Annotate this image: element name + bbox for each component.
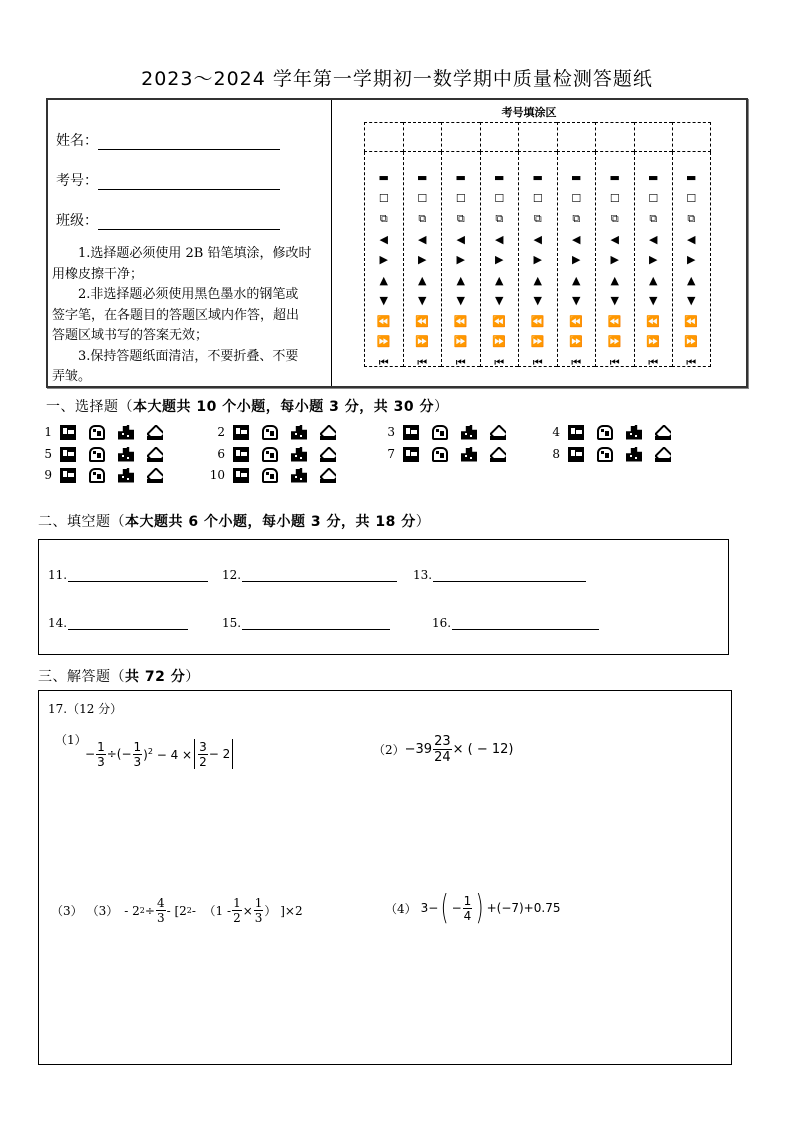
fast-forward-icon[interactable]: ⏩	[646, 335, 661, 348]
id-bubble-cell	[480, 152, 519, 367]
section1-title	[46, 396, 448, 416]
triangle-up-icon[interactable]: ▲	[418, 273, 427, 287]
restore-icon[interactable]: ⧉	[572, 212, 581, 225]
triangle-right-icon[interactable]: ▶	[610, 253, 619, 266]
id-digit-write-cell[interactable]	[634, 122, 673, 152]
minimize-icon[interactable]: ▬	[455, 171, 466, 184]
class-field[interactable]	[56, 210, 280, 230]
maximize-icon[interactable]: ☐	[494, 191, 505, 205]
fill-item-15[interactable]	[222, 616, 390, 630]
triangle-right-icon[interactable]: ▶	[533, 253, 542, 266]
minimize-icon[interactable]: ▬	[686, 171, 697, 184]
fill-item-16[interactable]	[432, 616, 599, 630]
option-c-bubble-icon[interactable]	[118, 468, 134, 483]
page-title: 2023～2024 学年第一学期初一数学期中质量检测答题纸	[141, 68, 653, 90]
part2-label: （2）	[373, 743, 405, 757]
section2-title	[38, 511, 430, 531]
option-c-bubble-icon[interactable]	[118, 447, 134, 462]
section3-title-suffix: ）	[185, 669, 200, 685]
option-b-bubble-icon[interactable]	[432, 425, 448, 440]
id-digit-write-cell[interactable]	[595, 122, 634, 152]
mc-question-4	[540, 423, 684, 441]
section2-title-bold: 本大题共 6 个小题，每小题 3 分，共 18 分	[125, 514, 416, 530]
q17-part3	[51, 897, 303, 924]
rewind-icon[interactable]: ⏪	[607, 314, 622, 328]
triangle-up-icon[interactable]: ▲	[533, 273, 542, 287]
fast-forward-icon[interactable]: ⏩	[492, 335, 507, 348]
q17-part3-expression: - 2 2 ÷ $\frac{4}{3}$ - [2 2 - （1 - $\frac{1}{2}$ × $\frac{1}{3}$ ） ]×2	[124, 896, 303, 925]
rewind-icon[interactable]: ⏪	[415, 314, 430, 328]
option-a-bubble-icon[interactable]	[403, 425, 419, 440]
option-d-bubble-icon[interactable]	[655, 447, 671, 462]
fill-label: 15.	[222, 616, 242, 630]
minimize-icon[interactable]: ▬	[571, 171, 582, 184]
option-a-bubble-icon[interactable]	[568, 447, 584, 462]
q17-part1	[55, 731, 87, 748]
id-bubble-cell	[634, 152, 673, 367]
restore-icon[interactable]: ⧉	[456, 212, 465, 225]
restore-icon[interactable]: ⧉	[495, 212, 504, 225]
triangle-down-icon[interactable]: ▼	[456, 294, 465, 307]
id-zone-title: 考号填涂区	[501, 106, 557, 119]
skip-back-icon[interactable]: ⏮	[532, 355, 543, 369]
option-b-bubble-icon[interactable]	[597, 425, 613, 440]
triangle-left-icon[interactable]: ◀	[687, 232, 696, 246]
option-b-bubble-icon[interactable]	[89, 447, 105, 462]
minimize-icon[interactable]: ▬	[532, 171, 543, 184]
fill-item-14[interactable]	[48, 616, 188, 630]
triangle-down-icon[interactable]: ▼	[418, 294, 427, 307]
mc-question-9	[32, 466, 176, 484]
minimize-icon[interactable]: ▬	[417, 171, 428, 184]
id-digit-write-cell[interactable]	[480, 122, 519, 152]
restore-icon[interactable]: ⧉	[418, 212, 427, 225]
name-field[interactable]	[56, 130, 280, 150]
minimize-icon[interactable]: ▬	[609, 171, 620, 184]
answer-box-q17[interactable]	[38, 690, 732, 1065]
id-digit-write-cell[interactable]	[441, 122, 480, 152]
note-3-cont: 弄皱。	[52, 369, 92, 384]
option-c-bubble-icon[interactable]	[291, 447, 307, 462]
maximize-icon[interactable]: ☐	[648, 191, 659, 205]
mc-question-number: 9	[44, 468, 52, 482]
triangle-up-icon[interactable]: ▲	[687, 273, 696, 287]
fill-label: 11.	[48, 568, 68, 582]
option-c-bubble-icon[interactable]	[626, 447, 642, 462]
rewind-icon[interactable]: ⏪	[453, 314, 468, 328]
triangle-up-icon[interactable]: ▲	[379, 273, 388, 287]
option-a-bubble-icon[interactable]	[60, 447, 76, 462]
section1-title-suffix: ）	[433, 399, 449, 415]
mc-question-2	[205, 423, 349, 441]
part3-label: （3）	[51, 904, 83, 918]
q17-part4	[385, 888, 561, 928]
section3-title-prefix: 三、解答题（	[38, 669, 125, 685]
rewind-icon[interactable]: ⏪	[492, 314, 507, 328]
triangle-right-icon[interactable]: ▶	[649, 253, 658, 266]
mc-question-1	[32, 423, 176, 441]
fill-item-13[interactable]	[413, 568, 586, 582]
option-d-bubble-icon[interactable]	[655, 425, 671, 440]
exam-number-label: 考号：	[56, 173, 98, 189]
fill-label: 12.	[222, 568, 242, 582]
section2-title-prefix: 二、填空题（	[38, 514, 125, 530]
part3-label-inner: （3）	[86, 904, 119, 918]
restore-icon[interactable]: ⧉	[649, 212, 658, 225]
triangle-right-icon[interactable]: ▶	[572, 253, 581, 266]
option-a-bubble-icon[interactable]	[60, 468, 76, 483]
skip-back-icon[interactable]: ⏮	[494, 355, 505, 369]
mc-question-number: 4	[552, 425, 560, 439]
triangle-up-icon[interactable]: ▲	[610, 273, 619, 287]
triangle-right-icon[interactable]: ▶	[456, 253, 465, 266]
option-b-bubble-icon[interactable]	[597, 447, 613, 462]
skip-back-icon[interactable]: ⏮	[686, 355, 697, 369]
mc-question-number: 1	[44, 425, 52, 439]
id-digit-write-cell[interactable]	[557, 122, 596, 152]
option-b-bubble-icon[interactable]	[262, 425, 278, 440]
triangle-left-icon[interactable]: ◀	[610, 232, 619, 246]
exam-number-field[interactable]	[56, 170, 280, 190]
fast-forward-icon[interactable]: ⏩	[684, 335, 699, 348]
triangle-down-icon[interactable]: ▼	[610, 294, 619, 307]
fill-line[interactable]	[242, 568, 397, 582]
triangle-down-icon[interactable]: ▼	[533, 294, 542, 307]
part4-label: （4）	[385, 901, 417, 916]
id-bubble-cell	[441, 152, 480, 367]
q17-part2	[373, 735, 514, 764]
id-bubble-cell	[595, 152, 634, 367]
mc-question-7	[375, 445, 519, 463]
section2-title-suffix: ）	[415, 514, 431, 530]
minimize-icon[interactable]: ▬	[494, 171, 505, 184]
fast-forward-icon[interactable]: ⏩	[453, 335, 468, 348]
note-3: 3.保持答题纸面清洁，不要折叠、不要	[78, 348, 299, 364]
fast-forward-icon[interactable]: ⏩	[607, 335, 622, 348]
fill-line[interactable]	[452, 616, 599, 630]
fill-line[interactable]	[433, 568, 586, 582]
id-fill-zone	[332, 100, 746, 386]
id-bubble-cell	[557, 152, 596, 367]
fill-line[interactable]	[68, 616, 188, 630]
rewind-icon[interactable]: ⏪	[569, 314, 584, 328]
rewind-icon[interactable]: ⏪	[530, 314, 545, 328]
restore-icon[interactable]: ⧉	[533, 212, 542, 225]
option-a-bubble-icon[interactable]	[233, 425, 249, 440]
note-2: 2.非选择题必须使用黑色墨水的钢笔或	[78, 287, 299, 302]
option-b-bubble-icon[interactable]	[89, 425, 105, 440]
fill-label: 16.	[432, 616, 452, 630]
q17-part2-expression: −39 $\frac{23}{24}$ × ( − 12)	[404, 734, 514, 765]
option-c-bubble-icon[interactable]	[461, 447, 477, 462]
section1-title-bold: 本大题共 10 个小题，每小题 3 分，共 30 分	[133, 399, 434, 415]
triangle-right-icon[interactable]: ▶	[418, 253, 427, 266]
option-b-bubble-icon[interactable]	[262, 447, 278, 462]
skip-back-icon[interactable]: ⏮	[378, 355, 389, 369]
option-a-bubble-icon[interactable]	[403, 447, 419, 462]
maximize-icon[interactable]: ☐	[455, 191, 466, 205]
rewind-icon[interactable]: ⏪	[684, 314, 699, 328]
name-label: 姓名：	[56, 133, 98, 149]
name-input-line[interactable]	[98, 134, 280, 150]
fill-in-box	[38, 539, 729, 655]
instructions	[52, 244, 328, 388]
section1-title-prefix: 一、选择题（	[46, 399, 133, 415]
option-b-bubble-icon[interactable]	[262, 468, 278, 483]
triangle-left-icon[interactable]: ◀	[495, 232, 504, 246]
option-a-bubble-icon[interactable]	[568, 425, 584, 440]
triangle-left-icon[interactable]: ◀	[456, 232, 465, 246]
fill-line[interactable]	[242, 616, 390, 630]
triangle-down-icon[interactable]: ▼	[572, 294, 581, 307]
skip-back-icon[interactable]: ⏮	[455, 355, 466, 369]
triangle-left-icon[interactable]: ◀	[572, 232, 581, 246]
option-d-bubble-icon[interactable]	[490, 447, 506, 462]
triangle-right-icon[interactable]: ▶	[495, 253, 504, 266]
triangle-up-icon[interactable]: ▲	[456, 273, 465, 287]
section3-title	[38, 666, 200, 686]
option-c-bubble-icon[interactable]	[291, 468, 307, 483]
triangle-left-icon[interactable]: ◀	[379, 232, 388, 246]
option-c-bubble-icon[interactable]	[626, 425, 642, 440]
option-d-bubble-icon[interactable]	[147, 468, 163, 483]
id-bubble-cell	[364, 152, 403, 367]
skip-back-icon[interactable]: ⏮	[417, 355, 428, 369]
mc-question-number: 2	[217, 425, 225, 439]
minimize-icon[interactable]: ▬	[648, 171, 659, 184]
mc-question-number: 5	[44, 447, 52, 461]
option-d-bubble-icon[interactable]	[320, 425, 336, 440]
restore-icon[interactable]: ⧉	[687, 212, 696, 225]
mc-question-3	[375, 423, 519, 441]
fast-forward-icon[interactable]: ⏩	[530, 335, 545, 348]
option-a-bubble-icon[interactable]	[60, 425, 76, 440]
note-1-cont: 用橡皮擦干净；	[52, 266, 144, 282]
triangle-down-icon[interactable]: ▼	[495, 294, 504, 307]
class-label: 班级：	[56, 213, 98, 229]
fill-line[interactable]	[68, 568, 208, 582]
q17-part4-expression: 3− ( − $\frac{1}{4}$ ) +(−7)+0.75	[420, 888, 561, 928]
triangle-down-icon[interactable]: ▼	[687, 294, 696, 307]
q17-part1-expression: − $\frac{1}{3}$ ÷(− $\frac{1}{3}$ )$^2$ − 4 × $\frac{3}{2}$ − 2	[85, 739, 235, 769]
mc-question-10	[205, 466, 349, 484]
fast-forward-icon[interactable]: ⏩	[415, 335, 430, 348]
option-b-bubble-icon[interactable]	[89, 468, 105, 483]
mc-question-8	[540, 445, 684, 463]
option-d-bubble-icon[interactable]	[147, 447, 163, 462]
option-c-bubble-icon[interactable]	[291, 425, 307, 440]
mc-question-number: 8	[552, 447, 560, 461]
id-digit-write-cell[interactable]	[364, 122, 403, 152]
mc-question-6	[205, 445, 349, 463]
skip-back-icon[interactable]: ⏮	[571, 355, 582, 369]
fill-item-11[interactable]	[48, 568, 208, 582]
mc-question-number: 6	[217, 447, 225, 461]
maximize-icon[interactable]: ☐	[417, 191, 428, 205]
option-a-bubble-icon[interactable]	[233, 447, 249, 462]
triangle-right-icon[interactable]: ▶	[379, 253, 388, 266]
fast-forward-icon[interactable]: ⏩	[569, 335, 584, 348]
option-d-bubble-icon[interactable]	[320, 447, 336, 462]
triangle-left-icon[interactable]: ◀	[649, 232, 658, 246]
option-b-bubble-icon[interactable]	[432, 447, 448, 462]
maximize-icon[interactable]: ☐	[532, 191, 543, 205]
mc-question-5	[32, 445, 176, 463]
exam-number-input-line[interactable]	[98, 174, 280, 190]
header-box	[46, 98, 748, 388]
id-digit-write-cell[interactable]	[403, 122, 442, 152]
id-digit-write-cell[interactable]	[518, 122, 557, 152]
part1-label: （1）	[55, 733, 87, 747]
triangle-left-icon[interactable]: ◀	[418, 232, 427, 246]
maximize-icon[interactable]: ☐	[378, 191, 389, 205]
id-bubble-cell	[672, 152, 711, 367]
note-2-cont: 签字笔，在各题目的答题区域内作答，超出	[52, 307, 300, 323]
note-2-cont2: 答题区域书写的答案无效；	[52, 328, 209, 343]
q17-heading: 17.（12 分）	[48, 702, 123, 716]
fill-label: 13.	[413, 568, 433, 582]
skip-back-icon[interactable]: ⏮	[648, 355, 659, 369]
option-c-bubble-icon[interactable]	[118, 425, 134, 440]
triangle-down-icon[interactable]: ▼	[649, 294, 658, 307]
maximize-icon[interactable]: ☐	[686, 191, 697, 205]
triangle-up-icon[interactable]: ▲	[572, 273, 581, 287]
mc-question-number: 10	[209, 468, 225, 482]
triangle-down-icon[interactable]: ▼	[379, 294, 388, 307]
restore-icon[interactable]: ⧉	[610, 212, 619, 225]
rewind-icon[interactable]: ⏪	[376, 314, 391, 328]
triangle-left-icon[interactable]: ◀	[533, 232, 542, 246]
triangle-right-icon[interactable]: ▶	[687, 253, 696, 266]
class-input-line[interactable]	[98, 214, 280, 230]
restore-icon[interactable]: ⧉	[379, 212, 388, 225]
fill-item-12[interactable]	[222, 568, 397, 582]
option-d-bubble-icon[interactable]	[490, 425, 506, 440]
option-c-bubble-icon[interactable]	[461, 425, 477, 440]
section3-title-bold: 共 72 分	[125, 669, 186, 685]
id-digit-write-cell[interactable]	[672, 122, 711, 152]
note-1: 1.选择题必须使用 2B 铅笔填涂，修改时	[78, 246, 312, 261]
triangle-up-icon[interactable]: ▲	[649, 273, 658, 287]
fill-label: 14.	[48, 616, 68, 630]
student-info-panel	[48, 100, 332, 386]
triangle-up-icon[interactable]: ▲	[495, 273, 504, 287]
mc-question-number: 3	[387, 425, 395, 439]
maximize-icon[interactable]: ☐	[571, 191, 582, 205]
mc-question-number: 7	[387, 447, 395, 461]
id-bubble-cell	[403, 152, 442, 367]
rewind-icon[interactable]: ⏪	[646, 314, 661, 328]
option-a-bubble-icon[interactable]	[233, 468, 249, 483]
id-bubble-cell	[518, 152, 557, 367]
fast-forward-icon[interactable]: ⏩	[376, 335, 391, 348]
option-d-bubble-icon[interactable]	[147, 425, 163, 440]
option-d-bubble-icon[interactable]	[320, 468, 336, 483]
minimize-icon[interactable]: ▬	[378, 171, 389, 184]
maximize-icon[interactable]: ☐	[609, 191, 620, 205]
skip-back-icon[interactable]: ⏮	[609, 355, 620, 369]
